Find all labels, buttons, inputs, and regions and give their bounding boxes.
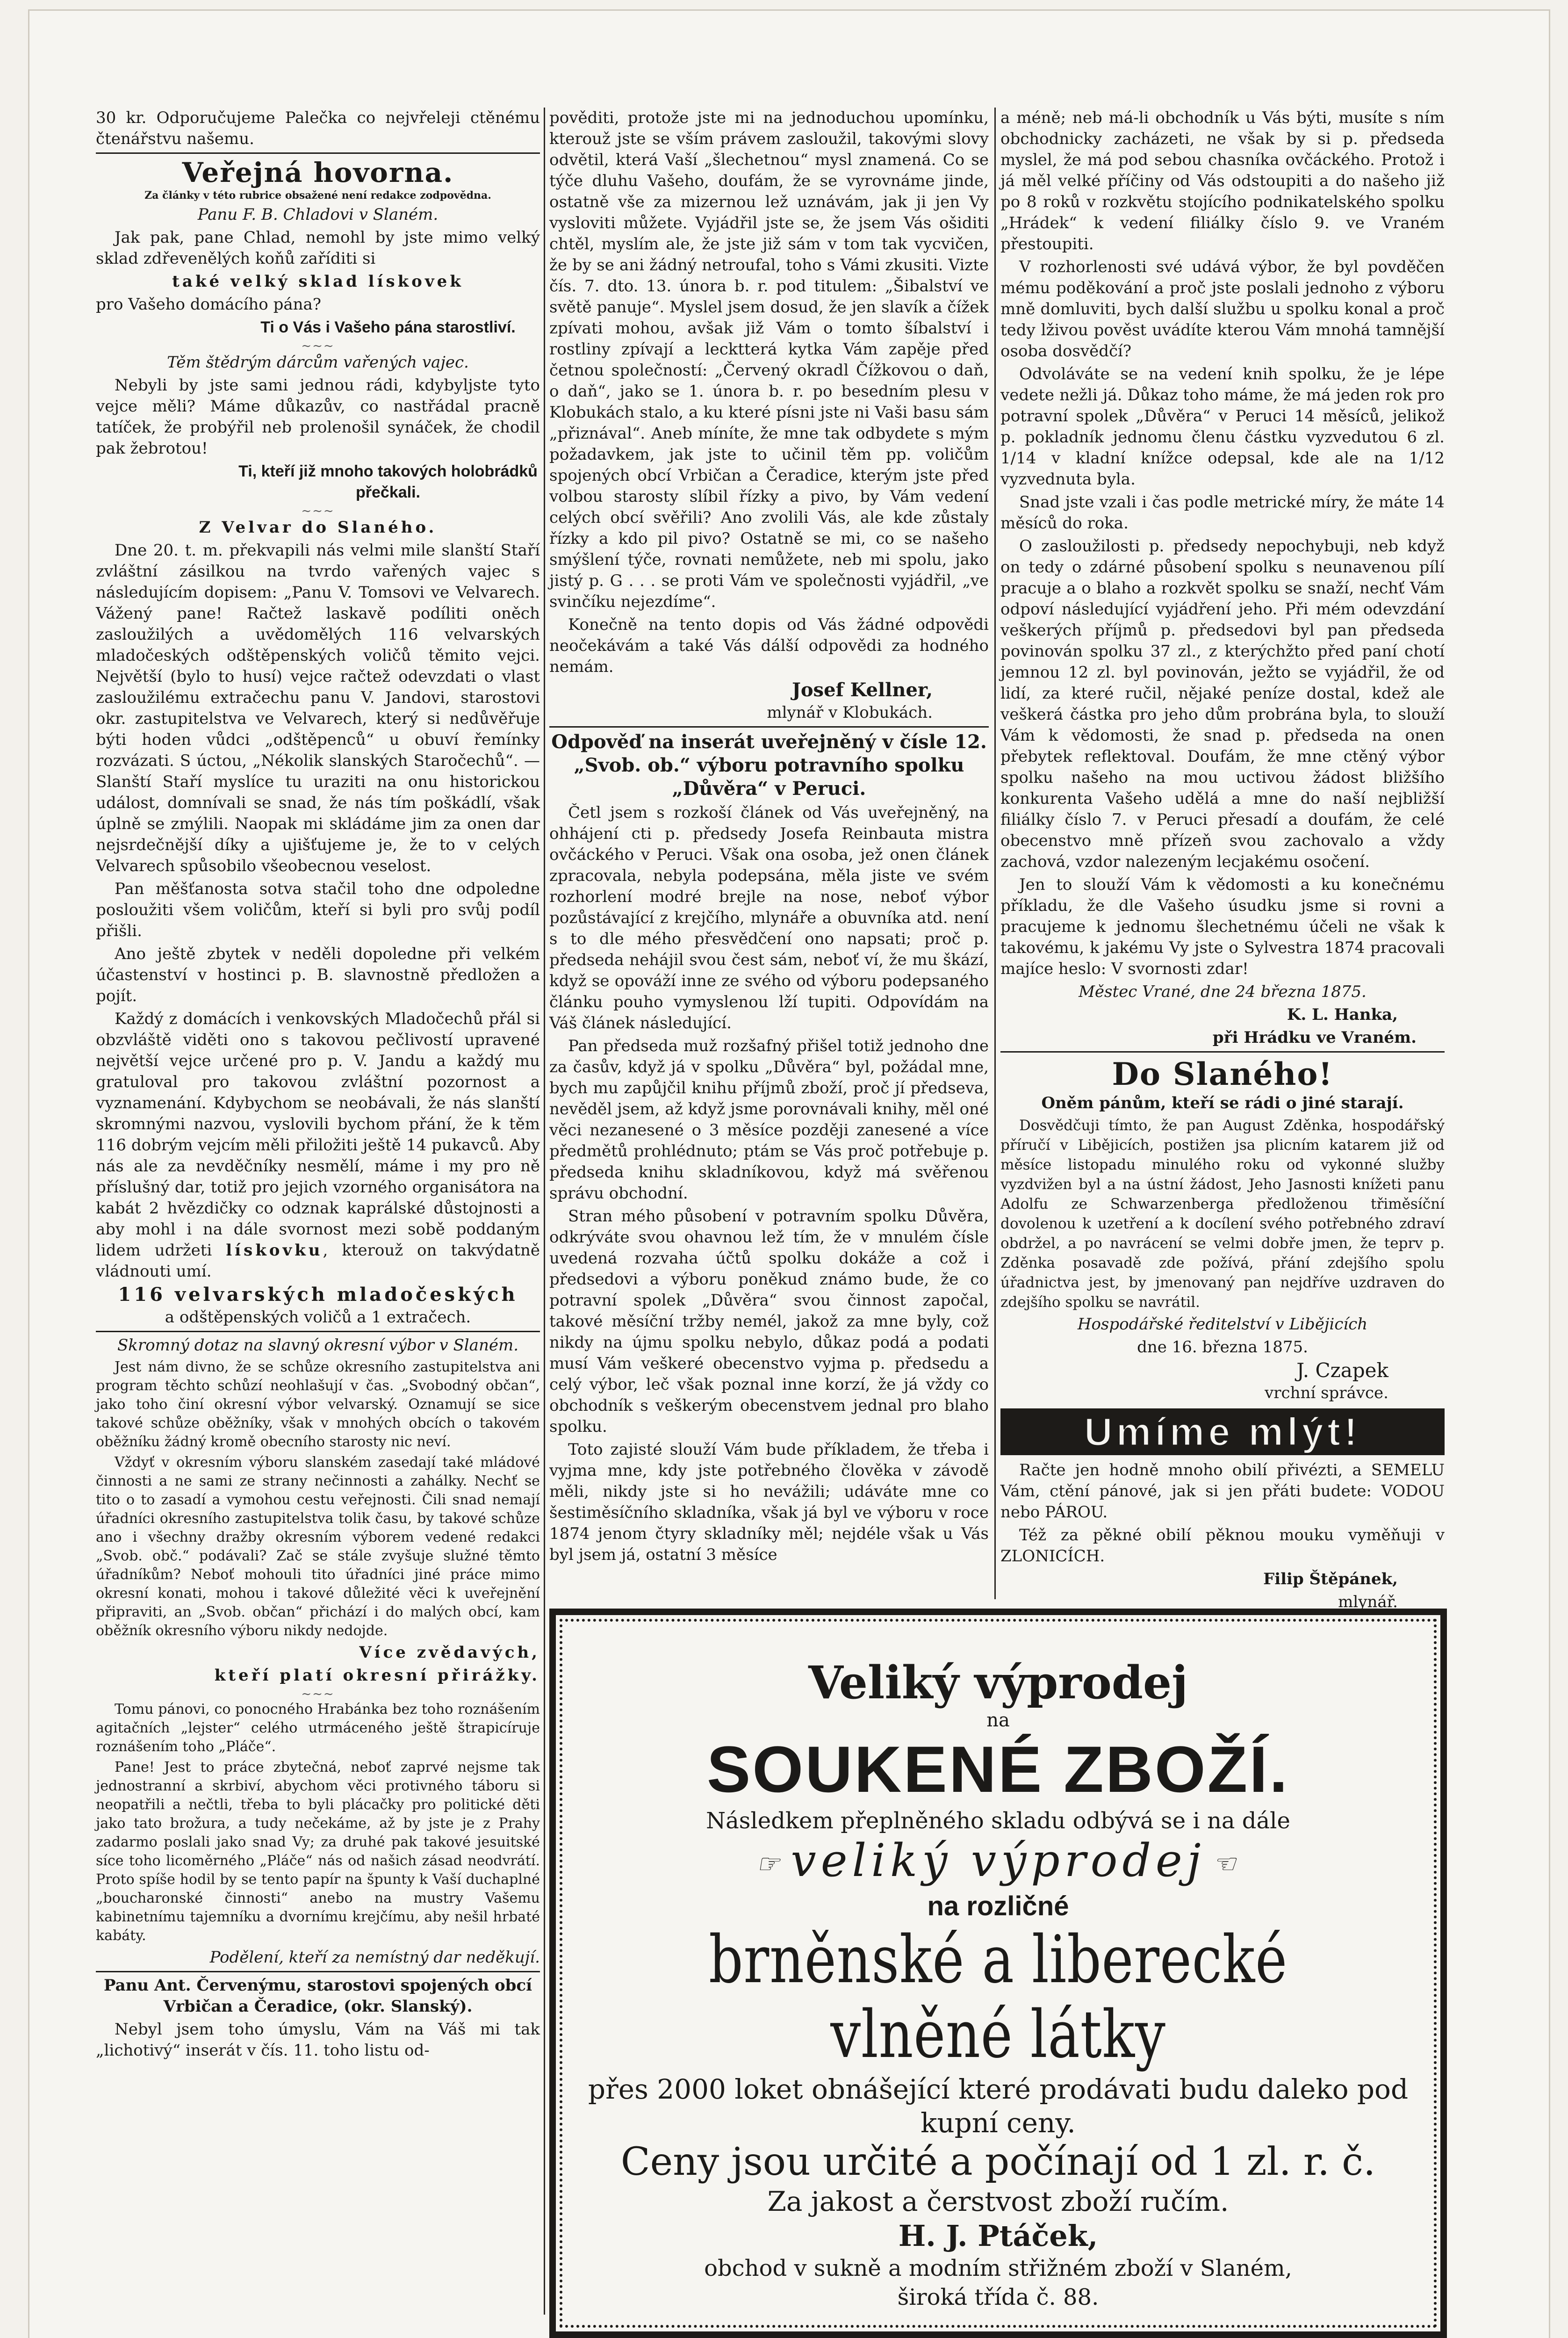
ad-line-12: obchod v sukně a modním střižném zboží v Slaném, [704,2255,1292,2281]
ad-line-5-text: veliký výprodej [791,1834,1206,1887]
ad-line-8: přes 2000 loket obnášející které prodávati budu daleko pod kupní ceny. [588,2073,1409,2139]
article-3-signature-2: a odštěpenských voličů a 1 extračech. [165,1308,471,1327]
article-4-signature-1: Více zvědavých, [359,1643,540,1662]
article-c1-text-1: a méně; neb má-li obchodník u Vás býti, musíte s ním obchodnicky zacházeti, ne však by si p. předseda myslel, že má pod sebou chasníka ovčáckého. Protož i já měl velké příčiny od Vás odstoupiti a do našeho již po 8 roků v rozkvětu stojícího podnikatelského spolku „Hrádek“ k vedení filiálky číslo 9. ve Vraném přestoupiti. [1000,108,1445,253]
ad-line-9: Ceny jsou určité a počínají od 1 zl. r. č. [620,2140,1376,2184]
article-b1-text-2: Konečně na tento dopis od Vás žádné odpovědi neočekávám a také Vás dálší odpovědi za hodného nemám. [549,615,989,676]
section-note: Za články v této rubrice obsažené není redakce zodpovědna. [144,189,491,202]
article-5-signature: Podělení, kteří za nemístný dar neděkují. [209,1948,540,1967]
pointing-hand-right-icon: ☞ [756,1849,784,1879]
article-4-signature-2: kteří platí okresní přirážky. [214,1666,540,1685]
ornament: ~~~ [301,339,335,353]
article-b2-text-2: Pan předseda muž rozšafný přišel totiž jednoho dne za časův, když já v spolku „Důvěra“ byl, požádal mne, bych mu zapůjčil knihu příjmů zboží, proč jí předseva, nevěděl jsem, až když jsme porovnávali knihy, měl oné věci nezanesené o 3 měsíce později zanesené a více předmětů prohlédnuto; ptám se Vás proč potřebuje p. předseda knihu skladníkovou, když má svěřenou správu obchodní. [549,1037,989,1203]
notice-signature-1: J. Czapek [1296,1359,1388,1382]
section-title: Veřejná hovorna. [182,157,454,188]
ad-headline: Veliký výprodej [808,1656,1188,1709]
column-rule-right [994,108,996,1599]
article-b2-title: Odpověď na inserát uveřejněný v čísle 12. „Svob. ob.“ výboru potravního spolku „Důvěra“ v Peruci. [551,731,987,800]
notice-subtitle: Oněm pánům, kteří se rádi o jiné starají. [1041,1094,1404,1112]
divider [1000,1051,1445,1053]
ad-line-6: na rozličné [927,1891,1069,1921]
article-3-text-2: Pan měšťanosta sotva stačil toho dne odpoledne posloužiti všem voličům, kteří si byli pro svůj podíl přišli. [96,880,540,940]
ad-line-7: brněnské a liberecké vlněné látky [709,1922,1287,2073]
article-2-text: Nebyli by jste sami jednou rádi, kdybyljste tyto vejce měli? Máme důkazův, co nastřádal pracně tatíček, že probýřil neb prolenošil synáček, že chodil pak žebrotou! [96,376,540,458]
article-c1-text-2: V rozhorlenosti své udává výbor, že byl povděčen mému poděkování a proč jste poslali jednoho z výboru mně domluviti, bych další službu u spolku konal a proč tedy lživou pověst uvádíte kterou Vám mnohá tamnější osoba dosvědčí? [1000,258,1445,361]
article-3-title: Z Velvar do Slaného. [199,518,437,537]
notice-signature-2: vrchní správce. [1265,1384,1388,1402]
article-b2-text-1: Četl jsem s rozkoší článek od Vás uveřejněný, na ohhájení cti p. předsedy Josefa Reinbauta mistra ovčáckého v Peruci. Však ona osoba, jež onen článek zpracovala, nebyla podepsána, měla jiste ve svém rozhorlení modré brejle na nose, neboť výbor pozůstávající z krejčího, mlynáře a obuvníka atd. není s to dle mého přesvědčení ono napsati; proč p. předseda nehájil svou čest sám, neboť ví, že mu škází, když se opováží inne ze svého od výboru podepsaného článku pouho vymyslenou lží tupiti. Odpovídám na Váš článek následující. [549,803,989,1032]
article-3-text-4b: , kterouž on takvýdatně vládnouti umí. [96,1241,540,1281]
article-1-text: Jak pak, pane Chlad, nemohl by jste mimo velký sklad zdřevenělých koňů zaříditi si [96,228,540,268]
article-1-signature: Ti o Vás i Vašeho pána starostliví. [260,318,516,336]
clearance-sale-ad [549,1609,1447,2338]
divider [96,1971,540,1972]
mill-ad-signature-2: mlynář. [1338,1593,1398,1611]
article-b1-signature-2: mlynář v Klobukách. [767,703,933,722]
article-c1-signature: K. L. Hanka, [1287,1005,1398,1024]
notice-date: dne 16. března 1875. [1137,1338,1308,1357]
article-3-text-1: Dne 20. t. m. překvapili nás velmi mile slanští Staří zvláštní zásilkou na tvrdo vařených vajec s následujícím dopisem: „Panu V. Tomsovi ve Velvarech. Vážený pane! Račtež laskavě podíliti oněch zasloužilých a uvědomělých 116 velvarských mladočeských odštěpenských voličů těmito vejci. Největší (bylo to husí) vejce račtež odevzdati o vlast zasloužilému extračechu panu V. Jandovi, starostovi okr. zastupitelstva ve Velvarech, který si nedůvěřuje býti hoden vůdci „odštěpenců“ u obuví řemínky rozvázati. S úctou, „Nékolik slanských Staročechů“. — Slanští Staří myslíce tu uraziti na onu historickou událost, domnívali se snad, že nás tím poškádlí, však úplně se zmýlili. Naopak mi skládáme jim za onen dar nejsrdečnější díky a ujišťujeme je, že to v celých Velvarech spůsobilo všeobecnou veselost. [96,541,540,875]
divider [549,726,989,728]
article-4-title: Skromný dotaz na slavný okresní výbor v Slaném. [117,1336,519,1355]
article-b2-text-4: Toto zajisté slouží Vám bude příkladem, že třeba i vyjma mne, kdy jste potřebného člověka v závodě měli, nikdy jste si ho nevážili; udáváte mne co šestiměsíčního skladníka, však já byl ve výboru v roce 1874 jenom čtyry skladníky měl; nejdéle však u Vás byl jsem já, ostatní 3 měsíce [549,1440,989,1564]
article-c1-text-4: Snad jste vzali i čas podle metrické míry, že máte 14 měsíců do roka. [1000,493,1445,533]
article-4-text-2: Vždyť v okresním výboru slanském zasedají také mládové činnosti a ne sami ze strany nečinnosti a zahálky. Nechť se tito o to zasadí a vymohou cestu veřejnosti. Čili snad nemají úřadníci okresního zastupitelstva tolik času, by takové schůze ano i všechny dražby okresním výborem vedené redakci „Svob. obč.“ podávali? Zač se stále zvyšuje služné těmto úřadníkům? Neboť mohouli tito úřadníci jiné práce mimo okresní konati, mohou i takové důležité věci k uveřejnění připraviti, an „Svob. občan“ přichází i do malých obcí, kam oběžník okresního výboru nikdy nedojde. [96,1454,540,1639]
article-c1-date: Městec Vrané, dne 24 března 1875. [1079,982,1367,1001]
notice-signature-0: Hospodářské ředitelství v Libějicích [1077,1315,1368,1334]
ad-line-10: Za jakost a čerstvost zboží ručím. [767,2186,1229,2217]
article-1-bold: také velký sklad lískovek [172,272,464,291]
ad-line-5 [584,1835,1412,1890]
article-4-text-1: Jest nám divno, že se schůze okresního zastupitelstva ani program těchto schůzí neohlašují v čas. „Svobodný občan“, jako toho činí okresní výbor velvarský. Oznamují se sice takové schůze oběžníky, však v mnohých obcích o takovém oběžníku žádný kromě obecního starosty nic neví. [96,1359,540,1450]
article-c1-signature-2: při Hrádku ve Vraném. [1212,1028,1417,1047]
ad-line-4: Následkem přeplněného skladu odbývá se i na dále [706,1808,1290,1834]
article-c1-text-3: Odvoláváte se na vedení knih spolku, že je lépe vedete nežli já. Důkaz toho máme, že má jeden rok pro potravní spolek „Důvěra“ v Peruci 14 měsíců, jelikož p. pokladník jednomu členu částku vyzvedutou 6 zl. 1/14 v kladní knížce odepsal, kde ale na 1/12 vyzvednuta byla. [1000,365,1445,489]
article-1-addressee: Panu F. B. Chladovi v Slaném. [197,205,439,224]
column-1 [96,108,540,2063]
article-c1-text-6: Jen to slouží Vám k vědomosti a ku konečnému příkladu, že dle Vašeho úsudku jsme si rovni a pracujeme k jednomu šlechetnému účeli ne však k takovému, k jakému Vy jste o Sylvestra 1874 pracovali majíce heslo: V svornosti zdar! [1000,875,1445,978]
article-6-title: Panu Ant. Červenýmu, starostovi spojených obcí Vrbičan a Čeradice, (okr. Slanský). [103,1976,532,2016]
column-3 [1000,108,1445,1615]
ad-content [584,1657,1412,2313]
ad-na: na [986,1710,1010,1731]
article-5-text-2: Pane! Jest to práce zbytečná, neboť zaprvé nejsme tak jednostranní a skrbiví, abychom věci protivného táboru si neopatřili a nečtli, třeba to byli plácačky pro politické děti jako tato brožura, a tudy nečekáme, až by jste je z Prahy zadarmo poslali jako snad Vy; za druhé pak takové jesuitské síce toho licoměrného „Pláče“ nás od našich zásad neodvrátí. Proto spíše hodil by se tento papír na špunty k Vaší duchaplné „boucharonské činnosti“ anebo na mustry Vašemu kabinetnímu tajemníku a dvornímu krejčímu, aby nešil hrbaté kabáty. [96,1759,540,1944]
article-3-signature-1: 116 velvarských mladočeských [118,1284,518,1306]
article-2-signature: Ti, kteří již mnoho takových holobrádků přečkali. [238,462,538,501]
mill-ad-signature-1: Filip Štěpánek, [1263,1570,1398,1588]
article-5-text-1: Tomu pánovi, co ponocného Hrabánka bez toho roznášením agitačních „lejster“ celého utrmáceného ještě štrapicíruje roznášením toho „Pláče“. [96,1701,540,1755]
notice-text: Dosvědčuji tímto, že pan August Zděnka, hospodářský příručí v Libějicích, postižen jsa plicním katarem již od měsíce listopadu minulého roku od vykonné služby vyzdvižen byl a na ústní žádost, Jeho Jasnosti knížeti panu Adolfu ze Schwarzenberga předloženou třiměsíční dovolenou k uzetření a k docílení svého potřebného zdraví obdržel, a po navrácení se velmi dobře jmen, že teprv p. Zděnka posavadě zde požívá, přání zdejšího spolu úřadnictva jest, by jmenovaný pan nejdříve uzdraven do zdejšího spolku se navrátil. [1000,1117,1445,1311]
article-b2-text-3: Stran mého působení v potravním spolku Důvěra, odkrýváte svou ohavnou lež tím, že v mnulém čísle uvedená rozvaha účtů spolku dokáže a což i předsedovi a výboru poněkud známo bude, že co potravní spolek „Důvěra“ svou činnost započal, takové měsíční tržby nemél, jakož za mne byly, což nikdy na újmu spolku nebylo, důkaz podá a podati musí Vám veškeré obecenstvo vyjma p. předsedu a celý výbor, leč však poznal inne korzí, že já vždy co obchodník s veškerým obecenstvem jednal pro blaho spolku. [549,1207,989,1436]
column-2 [549,108,989,1567]
divider [96,152,540,154]
article-3-text-4 [96,1009,540,1282]
article-b1-signature: Josef Kellner, [791,679,933,701]
mill-ad-text-1: Račte jen hodně mnoho obilí přivézti, a SEMELU Vám, ctění pánové, jak si jen přáti budete: VODOU nebo PÁROU. [1000,1461,1445,1522]
article-1-text-2: pro Vašeho domácího pána? [96,295,322,314]
mill-ad-text-2: Též za pěkné obilí pěknou mouku vyměňuji v ZLONICÍCH. [1000,1526,1445,1566]
ornament: ~~~ [301,504,335,518]
article-c1-text-5: O zasloužilosti p. předsedy nepochybuji, neb když on tedy o zdárné působení spolku s neunavenou pílí pracuje a o blaho a rozkvět spolku se snaží, nechť Vám odpoví následující vyjádření jeho. Při mém odevzdání veškerých příjmů p. předsedovi byl pan předseda povinován spolku 37 zl., z kterýchžto před paní chotí jemnou 12 zl. byl povinován, ježto se vyjádřil, že od lidí, za které ručil, nějaké peníze dostal, kdež ale veškerá částka pro jeho dům probrána byla, to slouží Vám k vědomosti, že snad p. předseda na onen přebytek reflektoval. Doufám, že mne ctěný výbor spolku našeho na mou uctivou žádost bližšího konkurenta Vašeho udělá a mne do naší nejbližší filiálky číslo 7. v Peruci přesadí a doufám, že celé obecenstvo mně přízeň svou zachovalo a vždy zachová, vzdor nalezeným lecjakému osočení. [1000,537,1445,871]
mill-ad-title: Umíme mlýt! [1000,1408,1445,1455]
ad-line-13: široká třída č. 88. [897,2284,1099,2310]
ad-merchant: H. J. Ptáček, [898,2219,1098,2253]
notice-title: Do Slaného! [1112,1056,1333,1092]
intro-text: 30 kr. Odporučujeme Palečka co nejvřeleji ctěnému čtenářstvu našemu. [96,108,540,148]
article-b1-text-1: pověditi, protože jste mi na jednoduchou upomínku, kterouž jste se vším právem zasloužil, takovými slovy odvětil, která Vaší „šlechetnou“ mysl znamená. Co se týče dluhu Vašeho, doufám, že se vyrovnáme jinde, ostatně vše za mizernou lež uznávám, jak ji jen Vy vysloviti můžete. Vyjádřil jste se, že jsem Vás ošiditi chtěl, myslím ale, že jste již sám v tom tak vycvičen, že by se ani žádný netroufal, toho s Vámi zkusiti. Vizte čís. 7. dto. 13. února b. r. pod titulem: „Šibalství ve světě panuje“. Myslel jsem dosud, že jen slavík a čížek zpívati mohou, avšak již Vám o tomto šíbalství i rostliny zpívají a lecktterá kytka Vám zapěje před četnou společností: „Červený okradl Čížkovou o daň, o daň“, jako se 1. února b. r. po besedním plesu v Klobukách stalo, a ku které písni jste ni Vaši basu sám „přiznával“. Aneb míníte, že mne tak odbydete s mým požadavkem, jak jste to učinil těm pp. voličům spojených obcí Vrbičan a Čeradice, kterým jste před volbou starosty slíbil řízky a pivo, by Vám vedení celých obcí svěřili? Ano zvolili Vás, ale kde zůstaly řízky a kdo pil pivo? Ostatně se mi, co se našeho smýšlení týče, rovnati nemůžete, neb mi spolu, jako jistý p. G . . . se proti Vám ve společnosti vyjádřil, „ve svinčíku nejezdíme“. [549,108,989,611]
divider [96,1331,540,1332]
article-3-text-4a: Každý z domácích i venkovských Mladočechů přál si obzvláště viděti ono s takovou pečlivostí upravené největší vejce určené pro p. V. Jandu a každý mu gratuloval pro takovou zvláštní pozornost a vyznamenání. Kdybychom se neobávali, že nás slanští skromnými nazvou, vyslovili bychom přání, že k těm 116 dobrým vejcím měli přiložiti ještě 14 pukavců. Aby nás ale za nevděčníky nesmělí, máme i my pro ně příslušný dar, totiž pro jejich vzorného organisátora na kabát 2 hvězdičky co odznak kaprálské důstojnosti a aby mohl i na dále svornost mezi sobě poddaným lidem udržeti [96,1010,540,1260]
column-rule-left [544,108,545,2315]
article-3-bold: lískovku [226,1241,323,1260]
article-3-text-3: Ano ještě zbytek v neděli dopoledne při velkém účastenství v hostinci p. B. slavnostně předložen a pojít. [96,945,540,1005]
article-2-addressee: Těm štědrým dárcům vařených vajec. [167,353,469,372]
pointing-hand-left-icon: ☜ [1212,1849,1240,1879]
ornament: ~~~ [301,1687,335,1701]
ad-product: SOUKENÉ ZBOŽÍ. [706,1732,1290,1806]
article-6-text: Nebyl jsem toho úmyslu, Vám na Váš mi tak „lichotivý“ inserát v čís. 11. toho listu od- [96,2020,540,2060]
